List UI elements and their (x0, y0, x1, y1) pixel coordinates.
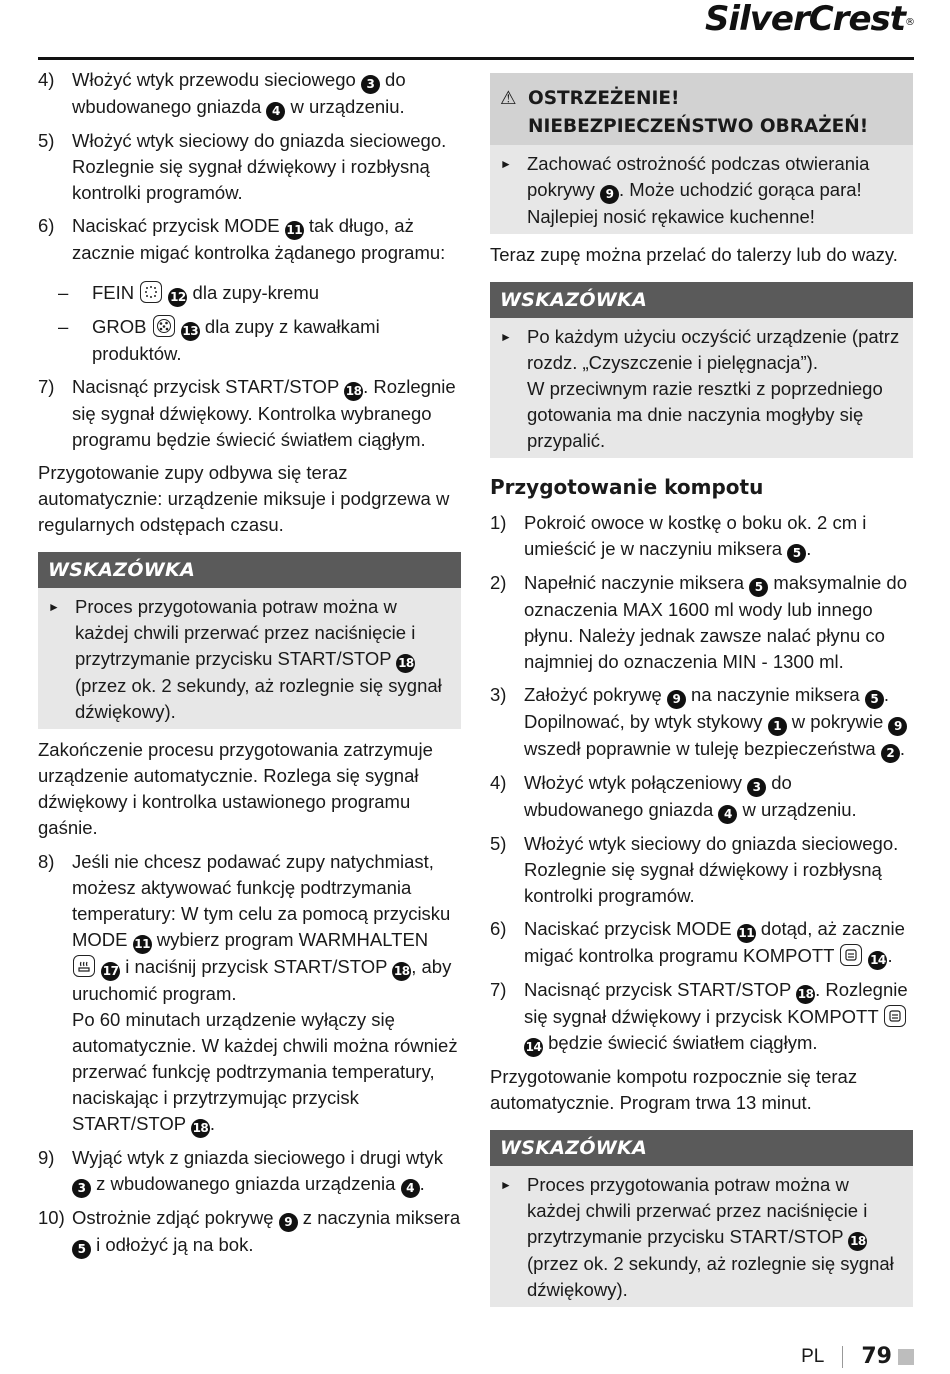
step-9: 9) Wyjąć wtyk z gniazda sieciowego i drugi wtyk 3 z wbudowanego gniazda urządzenia 4 . (38, 1145, 461, 1198)
note-title: WSKAZÓWKA (38, 552, 461, 588)
bullet-arrow-icon: ► (500, 330, 512, 344)
note-title: WSKAZÓWKA (490, 1130, 913, 1166)
note-box: WSKAZÓWKA ► Proces przygotowania potraw można w każdej chwili przerwać przez naciśnięcie i przytrzymanie przycisku START/STOP 18 (przez ok. 2 sekundy, aż rozlegnie się sygnał dźwiękowy). (490, 1130, 913, 1307)
step-3: 3) Założyć pokrywę 9 na naczynie miksera 5 . Dopilnować, by wtyk stykowy 1 w pokrywie 9 wszedł poprawnie w tuleję bezpieczeństwa 2 . (490, 682, 913, 763)
step-7: 7) Nacisnąć przycisk START/STOP 18. Rozlegnie się sygnał dźwiękowy i przycisk KOMPOTT 14 będzie świecić światłem ciągłym. (490, 977, 913, 1057)
page-number: 79 (861, 1344, 892, 1369)
kompott-program-icon (840, 944, 862, 966)
bullet-arrow-icon: ► (48, 600, 60, 614)
paragraph: Przygotowanie zupy odbywa się teraz automatycznie: urządzenie miksuje i podgrzewa w regularnych odstępach czasu. (38, 462, 450, 535)
language-code: PL (801, 1346, 825, 1367)
step-8: 8) Jeśli nie chcesz podawać zupy natychmiast, możesz aktywować funkcję podtrzymania temperatury: W tym celu za pomocą przycisku MODE 11 wybierz program WARMHALTEN 17 i naciśnij przycisk START/STOP 18, aby uruchomić program. Po 60 minutach urządzenie wyłączy się automatycznie. W każdej chwili można również przerwać funkcję podtrzymania temperatury, naciskając i przytrzymując przycisk START/STOP 18. (38, 849, 461, 1138)
step-4: 4) Włożyć wtyk połączeniowy 3 do wbudowanego gniazda 4 w urządzeniu. (490, 770, 913, 824)
step-2: 2) Napełnić naczynie miksera 5 maksymalnie do oznaczenia MAX 1600 ml wody lub innego płynu. Należy jednak zawsze nalać płynu co najmniej do oznaczenia MIN - 1300 ml. (490, 572, 907, 672)
note-box: WSKAZÓWKA ► Proces przygotowania potraw można w każdej chwili przerwać przez naciśnięcie i przytrzymanie przycisku START/STOP 18 (przez ok. 2 sekundy, aż rozlegnie się sygnał dźwiękowy). (38, 552, 461, 729)
page-footer (801, 1344, 914, 1370)
option-fein: – FEIN 12 dla zupy-kremu (58, 280, 461, 307)
grob-program-icon (153, 315, 175, 337)
option-grob: – GROB 13 dla zupy z kawałkami produktów. (58, 316, 380, 364)
right-column (490, 73, 913, 1315)
step-6: 6) Naciskać przycisk MODE 11 dotąd, aż zacznie migać kontrolka programu KOMPOTT 14. (490, 916, 913, 970)
warning-title: OSTRZEŻENIE! NIEBEZPIECZEŃSTWO OBRAŻEŃ! (528, 88, 869, 137)
step-4: 4) Włożyć wtyk przewodu sieciowego 3 do wbudowanego gniazda 4 w urządzeniu. (38, 67, 461, 121)
page-marker (898, 1349, 914, 1365)
note-title: WSKAZÓWKA (490, 282, 913, 318)
bullet-arrow-icon: ► (500, 1178, 512, 1192)
warmhalten-program-icon (73, 955, 95, 977)
step-5: 5) Włożyć wtyk sieciowy do gniazda sieciowego. Rozlegnie się sygnał dźwiękowy i rozbłysną kontrolki programów. (490, 833, 899, 906)
step-7: 7) Nacisnąć przycisk START/STOP 18. Rozlegnie się sygnał dźwiękowy. Kontrolka wybranego programu będzie świecić światłem ciągłym. (38, 376, 456, 450)
paragraph: Przygotowanie kompotu rozpocznie się teraz automatycznie. Program trwa 13 minut. (490, 1066, 858, 1113)
left-column (38, 67, 461, 1266)
part-badge: 3 (361, 75, 380, 94)
footer-divider (842, 1346, 843, 1368)
header-rule (38, 57, 914, 60)
step-1: 1) Pokroić owoce w kostkę o boku ok. 2 cm i umieścić je w naczyniu miksera 5 . (490, 510, 913, 563)
step-5: 5) Włożyć wtyk sieciowy do gniazda sieciowego. Rozlegnie się sygnał dźwiękowy i rozbłysną kontrolki programów. (38, 130, 447, 203)
note-box: WSKAZÓWKA ► Po każdym użyciu oczyścić urządzenie (patrz rozdz. „Czyszczenie i pielęgnacja”). W przeciwnym razie resztki z poprzedniego gotowania ma dnie naczynia mogłyby się przypalić. (490, 282, 913, 458)
brand-logo: SilverCrest® (704, 0, 914, 39)
warning-triangle-icon: ⚠ (500, 88, 517, 109)
section-heading: Przygotowanie kompotu (490, 475, 764, 499)
kompott-program-icon (884, 1005, 906, 1027)
fein-program-icon (140, 281, 162, 303)
step-6: 6) Naciskać przycisk MODE 11 tak długo, aż zacznie migać kontrolka żądanego programu: (38, 215, 446, 263)
paragraph: Teraz zupę można przelać do talerzy lub do wazy. (490, 244, 898, 265)
step-10: 10) Ostrożnie zdjąć pokrywę 9 z naczynia miksera 5 i odłożyć ją na bok. (38, 1205, 461, 1259)
warning-box: ⚠ OSTRZEŻENIE! NIEBEZPIECZEŃSTWO OBRAŻEŃ! ► Zachować ostrożność podczas otwierania pokrywy 9 . Może uchodzić gorąca para! Najlepiej nosić rękawice kuchenne! (490, 73, 913, 234)
part-badge: 4 (266, 102, 285, 121)
bullet-arrow-icon: ► (500, 157, 512, 171)
paragraph: Zakończenie procesu przygotowania zatrzymuje urządzenie automatycznie. Rozlega się sygnał dźwiękowy i kontrolka ustawionego programu gaśnie. (38, 739, 433, 838)
